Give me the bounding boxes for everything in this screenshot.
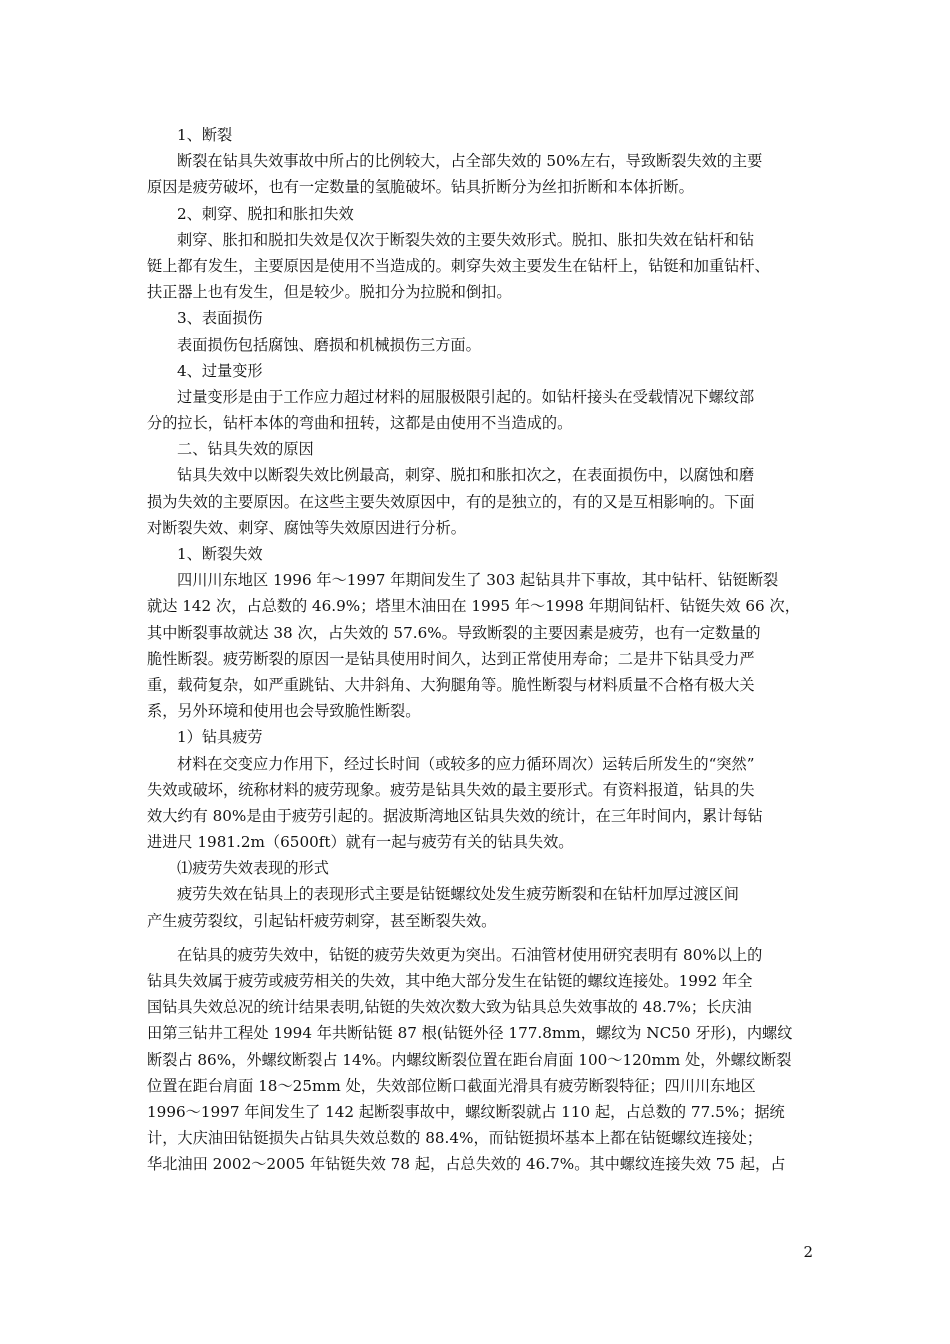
text-line: 钻具失效中以断裂失效比例最高，刺穿、脱扣和胀扣次之，在表面损伤中，以腐蚀和磨 [177,466,755,485]
text-line: 过量变形是由于工作应力超过材料的屈服极限引起的。如钻杆接头在受载情况下螺纹部 [177,387,755,406]
text-line: 四川川东地区 1996 年～1997 年期间发生了 303 起钻具井下事故，其中钻杆、钻铤断裂 [177,571,779,590]
text-line: 国钻具失效总况的统计结果表明,钻铤的失效次数大致为钻具总失效事故的 48.7%；长庆油 [147,998,752,1017]
body-text [147,122,811,1178]
text-line: 钻具失效属于疲劳或疲劳相关的失效，其中绝大部分发生在钻铤的螺纹连接处。1992 年全 [147,972,753,990]
text-line: 扶正器上也有发生，但是较少。脱扣分为拉脱和倒扣。 [147,283,512,302]
text-line: 材料在交变应力作用下，经过长时间（或较多的应力循环周次）运转后所发生的“突然” [177,754,755,773]
text-line: 其中断裂事故就达 38 次，占失效的 57.6%。导致断裂的主要因素是疲劳，也有一定数量的 [147,623,761,642]
text-line: 就达 142 次，占总数的 46.9%；塔里木油田在 1995 年～1998 年期间钻杆、钻铤失效 66 次， [147,597,800,616]
text-line: 分的拉长，钻杆本体的弯曲和扭转，这都是由使用不当造成的。 [147,414,573,433]
text-line: 原因是疲劳破坏，也有一定数量的氢脆破坏。钻具折断分为丝扣折断和本体折断。 [147,178,694,197]
text-line: 失效或破坏，统称材料的疲劳现象。疲劳是钻具失效的最主要形式。有资料报道，钻具的失 [147,780,755,799]
text-line: 3、表面损伤 [177,309,263,328]
text-line: 1996～1997 年间发生了 142 起断裂事故中，螺纹断裂就占 110 起，占总数的 77.5%；据统 [147,1102,785,1121]
text-line: 对断裂失效、刺穿、腐蚀等失效原因进行分析。 [147,518,466,537]
text-line: 重，载荷复杂，如严重跳钻、大井斜角、大狗腿角等。脆性断裂与材料质量不合格有极大关 [147,675,755,694]
text-line: 1、断裂失效 [177,545,263,563]
text-line: 疲劳失效在钻具上的表现形式主要是钻铤螺纹处发生疲劳断裂和在钻杆加厚过渡区间 [177,885,739,904]
text-line: 损为失效的主要原因。在这些主要失效原因中，有的是独立的，有的又是互相影响的。下面 [147,492,755,511]
text-line: 系，另外环境和使用也会导致脆性断裂。 [147,702,421,721]
text-line: 二、钻具失效的原因 [177,440,314,459]
text-line: 位置在距台肩面 18～25mm 处，失效部位断口截面光滑具有疲劳断裂特征；四川川东地区 [147,1076,756,1095]
text-line: 2、刺穿、脱扣和胀扣失效 [177,204,354,223]
text-line: 华北油田 2002～2005 年钻铤失效 78 起，占总失效的 46.7%。其中螺纹连接失效 75 起，占 [147,1155,786,1174]
text-line: 断裂在钻具失效事故中所占的比例较大，占全部失效的 50%左右，导致断裂失效的主要 [177,152,763,171]
text-line: 在钻具的疲劳失效中，钻铤的疲劳失效更为突出。石油管材使用研究表明有 80%以上的 [177,945,763,964]
text-line: 4、过量变形 [177,361,263,380]
text-line: 表面损伤包括腐蚀、磨损和机械损伤三方面。 [177,335,481,354]
text-line: 1）钻具疲劳 [177,728,263,747]
text-line: 进进尺 1981.2m（6500ft）就有一起与疲劳有关的钻具失效。 [147,833,574,852]
text-line: 脆性断裂。疲劳断裂的原因一是钻具使用时间久，达到正常使用寿命；二是井下钻具受力严 [147,649,755,668]
text-line: 田第三钻井工程处 1994 年共断钻铤 87 根(钻铤外径 177.8mm，螺纹为 NC50 牙形)，内螺纹 [147,1024,793,1043]
text-line: ⑴疲劳失效表现的形式 [177,859,329,878]
text-line: 产生疲劳裂纹，引起钻杆疲劳刺穿，甚至断裂失效。 [147,911,497,930]
page-number: 2 [803,1243,813,1261]
text-line: 1、断裂 [177,126,233,144]
text-line: 刺穿、胀扣和脱扣失效是仅次于断裂失效的主要失效形式。脱扣、胀扣失效在钻杆和钻 [177,230,755,249]
text-line: 计，大庆油田钻铤损失占钻具失效总数的 88.4%，而钻铤损坏基本上都在钻铤螺纹连接处； [147,1129,763,1148]
text-line: 铤上都有发生，主要原因是使用不当造成的。刺穿失效主要发生在钻杆上，钻铤和加重钻杆、 [147,256,770,275]
text-line: 效大约有 80%是由于疲劳引起的。据波斯湾地区钻具失效的统计，在三年时间内，累计每钻 [147,806,763,825]
text-line: 断裂占 86%，外螺纹断裂占 14%。内螺纹断裂位置在距台肩面 100～120mm 处，外螺纹断裂 [147,1050,792,1069]
